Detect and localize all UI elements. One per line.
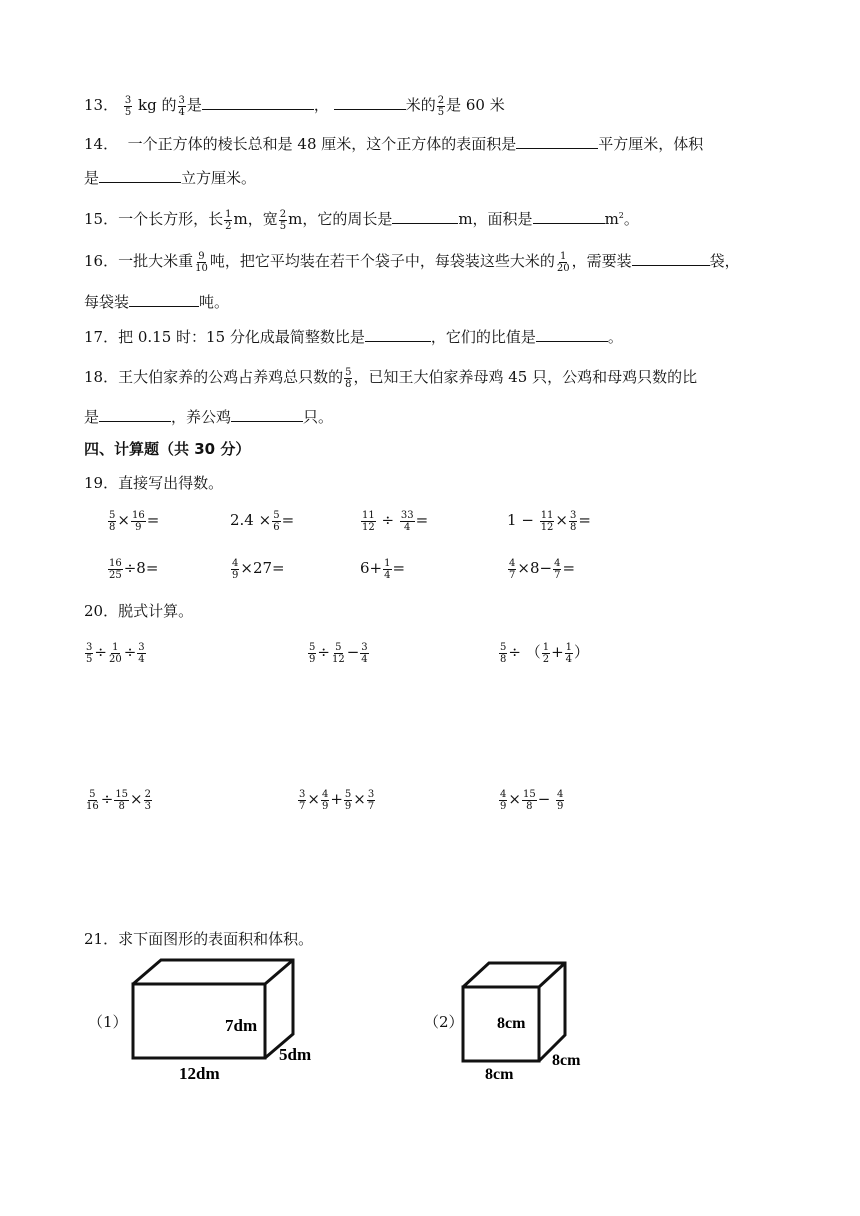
height-label: 8cm — [497, 1015, 526, 1032]
question-14: 14． 一个正方体的棱长总和是 48 厘米，这个正方体的表面积是 平方厘米，体积 — [84, 135, 704, 153]
oral-expression: $\frac{4}{9}$ ×27= — [232, 557, 285, 581]
height-label: 7dm — [225, 1016, 258, 1035]
oral-expression: $\frac{11}{12}$ ÷ $\frac{33}{4}$ = — [362, 509, 429, 533]
cuboid-figure — [125, 950, 335, 1090]
width-label: 12dm — [179, 1064, 220, 1083]
fraction: $\frac{1}{2}$ — [225, 208, 232, 232]
answer-blank[interactable] — [202, 95, 314, 110]
answer-blank[interactable] — [516, 134, 598, 149]
question-19-title: 19．直接写出得数。 — [84, 474, 224, 492]
step-expression: $\frac{4}{9}$ × $\frac{15}{8}$ − $\frac{4}{9}$ — [500, 788, 564, 812]
question-20-title: 20．脱式计算。 — [84, 602, 194, 620]
answer-blank[interactable] — [392, 209, 458, 224]
question-21-title: 21．求下面图形的表面积和体积。 — [84, 930, 314, 948]
answer-blank[interactable] — [533, 209, 605, 224]
question-18-line2: 是 ，养公鸡 只。 — [84, 408, 334, 426]
answer-blank[interactable] — [536, 327, 608, 342]
oral-expression: $\frac{4}{7}$ ×8− $\frac{4}{7}$ = — [509, 557, 576, 581]
fraction: $\frac{9}{10}$ — [195, 250, 208, 274]
answer-blank[interactable] — [334, 95, 406, 110]
fraction: $\frac{2}{5}$ — [437, 94, 445, 118]
question-16: 16．一批大米重 $\frac{9}{10}$ 吨，把它平均装在若干个袋子中，每袋装这些大米的 $\frac{1}{20}$ ，需要装 袋， — [84, 250, 740, 274]
oral-expression: $\frac{16}{25}$ ÷8= — [109, 557, 159, 581]
oral-expression: 6+ $\frac{1}{4}$ = — [360, 557, 406, 581]
section-heading: 四、计算题（共 30 分） — [84, 440, 251, 458]
figure-label: （2） — [424, 1013, 464, 1031]
depth-label: 8cm — [552, 1052, 581, 1069]
step-expression: $\frac{5}{16}$ ÷ $\frac{15}{8}$ × $\frac{2}{3}$ — [86, 788, 151, 812]
oral-expression: $\frac{5}{8}$ × $\frac{16}{9}$ = — [109, 509, 160, 533]
fraction: $\frac{1}{20}$ — [556, 250, 570, 274]
step-expression: $\frac{3}{5}$ ÷ $\frac{1}{20}$ ÷ $\frac{3}{4}$ — [86, 641, 145, 665]
question-15: 15．一个长方形，长 $\frac{1}{2}$ m，宽 $\frac{2}{5}$ m，它的周长是 m，面积是 $m^2$。 — [84, 208, 639, 232]
oral-expression: 2.4 × $\frac{5}{6}$ = — [230, 509, 295, 533]
step-expression: $\frac{5}{8}$ ÷ （ $\frac{1}{2}$ + $\frac{1}{4}$ ） — [500, 641, 590, 665]
depth-label: 5dm — [279, 1045, 312, 1064]
fraction: $\frac{3}{4}$ — [178, 94, 185, 118]
step-expression: $\frac{3}{7}$ × $\frac{4}{9}$ + $\frac{5}{9}$ × $\frac{3}{7}$ — [299, 788, 375, 812]
answer-blank[interactable] — [632, 251, 710, 266]
answer-blank[interactable] — [99, 407, 171, 422]
step-expression: $\frac{5}{9}$ ÷ $\frac{5}{12}$ − $\frac{3}{4}$ — [309, 641, 368, 665]
question-14-line2: 是 立方厘米。 — [84, 169, 257, 187]
question-17: 17．把 0.15 时：15 分化成最简整数比是 ，它们的比值是 。 — [84, 328, 623, 346]
oral-expression: 1 − $\frac{11}{12}$ × $\frac{3}{8}$ = — [507, 509, 591, 533]
question-13: 13． $\frac{3}{5}$ kg 的 $\frac{3}{4}$ 是 ， 米的 $\frac{2}{5}$ 是 60 米 — [84, 94, 505, 118]
fraction: $\frac{3}{5}$ — [124, 94, 132, 118]
cube-figure — [455, 955, 600, 1085]
answer-blank[interactable] — [99, 168, 181, 183]
fraction: $\frac{2}{5}$ — [279, 208, 287, 232]
answer-blank[interactable] — [365, 327, 431, 342]
width-label: 8cm — [485, 1066, 514, 1083]
figure-label: （1） — [88, 1013, 128, 1031]
fraction: $\frac{5}{8}$ — [345, 366, 352, 390]
question-16-line2: 每袋装 吨。 — [84, 293, 230, 311]
answer-blank[interactable] — [231, 407, 303, 422]
question-18: 18．王大伯家养的公鸡占养鸡总只数的 $\frac{5}{8}$ ，已知王大伯家养母鸡 45 只，公鸡和母鸡只数的比 — [84, 366, 698, 390]
answer-blank[interactable] — [129, 292, 199, 307]
